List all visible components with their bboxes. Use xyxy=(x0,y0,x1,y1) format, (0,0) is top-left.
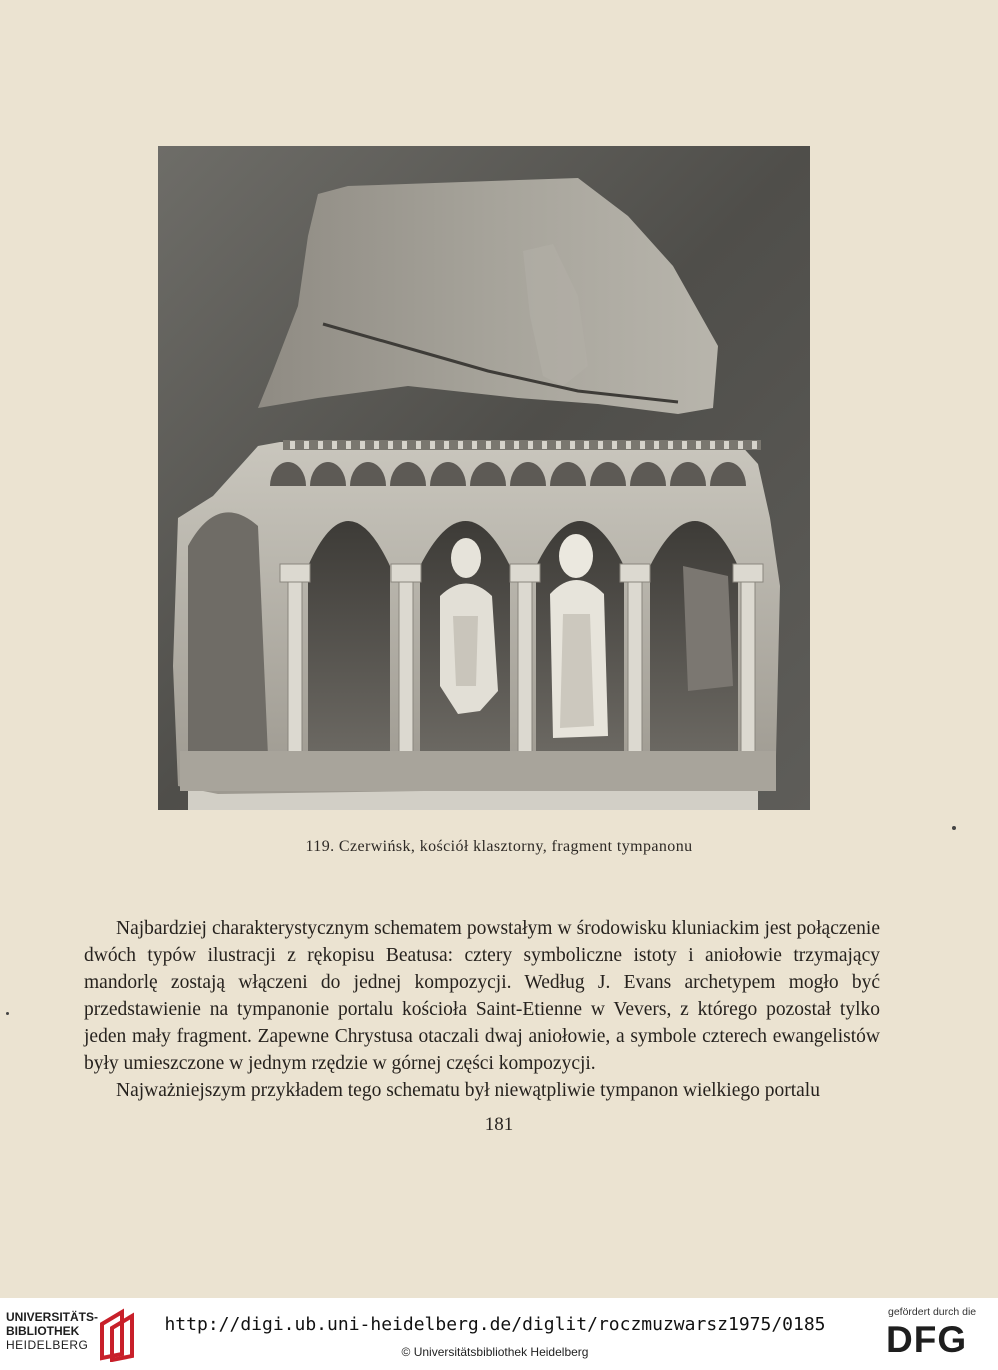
copyright-notice: © Universitätsbibliothek Heidelberg xyxy=(401,1345,589,1359)
permalink-url[interactable]: http://digi.ub.uni-heidelberg.de/diglit/roczmuzwarsz1975/0185 xyxy=(164,1314,826,1335)
dfg-logo[interactable]: DFG xyxy=(886,1319,968,1360)
body-text xyxy=(84,915,880,1104)
digitization-footer xyxy=(0,1298,998,1370)
funder-label: gefördert durch die xyxy=(888,1306,977,1318)
scan-speck xyxy=(6,1012,9,1015)
library-logo-icon[interactable] xyxy=(98,1306,140,1362)
paragraph-2: Najważniejszym przykładem tego schematu był niewątpliwie tympanon wielkiego portalu xyxy=(116,1080,820,1101)
library-line-2: BIBLIOTHEK xyxy=(6,1324,80,1338)
scan-speck xyxy=(952,826,956,830)
page-number: 181 xyxy=(484,1114,514,1135)
figure-caption: 119. Czerwińsk, kościół klasztorny, fragment tympanonu xyxy=(305,838,693,855)
library-line-1: UNIVERSITÄTS- xyxy=(6,1310,99,1324)
library-name[interactable] xyxy=(6,1310,98,1352)
library-line-3: HEIDELBERG xyxy=(6,1338,89,1352)
paragraph-1: Najbardziej charakterystycznym schematem powstałym w środowisku kluniackim jest połączenie dwóch typów ilustracji z rękopisu Beatusa: cztery symboliczne istoty i aniołowie trzymający mandorlę zostają włączeni do jednej kompozycji. Według J. Evans archetypem mogło być przedstawienie na tympanonie portalu kościoła Saint-Etienne w Vevers, z którego pozostał tylko jeden mały fragment. Zapewne Chrystusa otaczali dwaj aniołowie, a symbole czterech ewangelistów były umieszczone w jednym rzędzie w górnej części kompozycji. xyxy=(84,918,880,1074)
figure-photograph xyxy=(158,146,810,810)
tympanum-relief-photo xyxy=(158,146,810,810)
